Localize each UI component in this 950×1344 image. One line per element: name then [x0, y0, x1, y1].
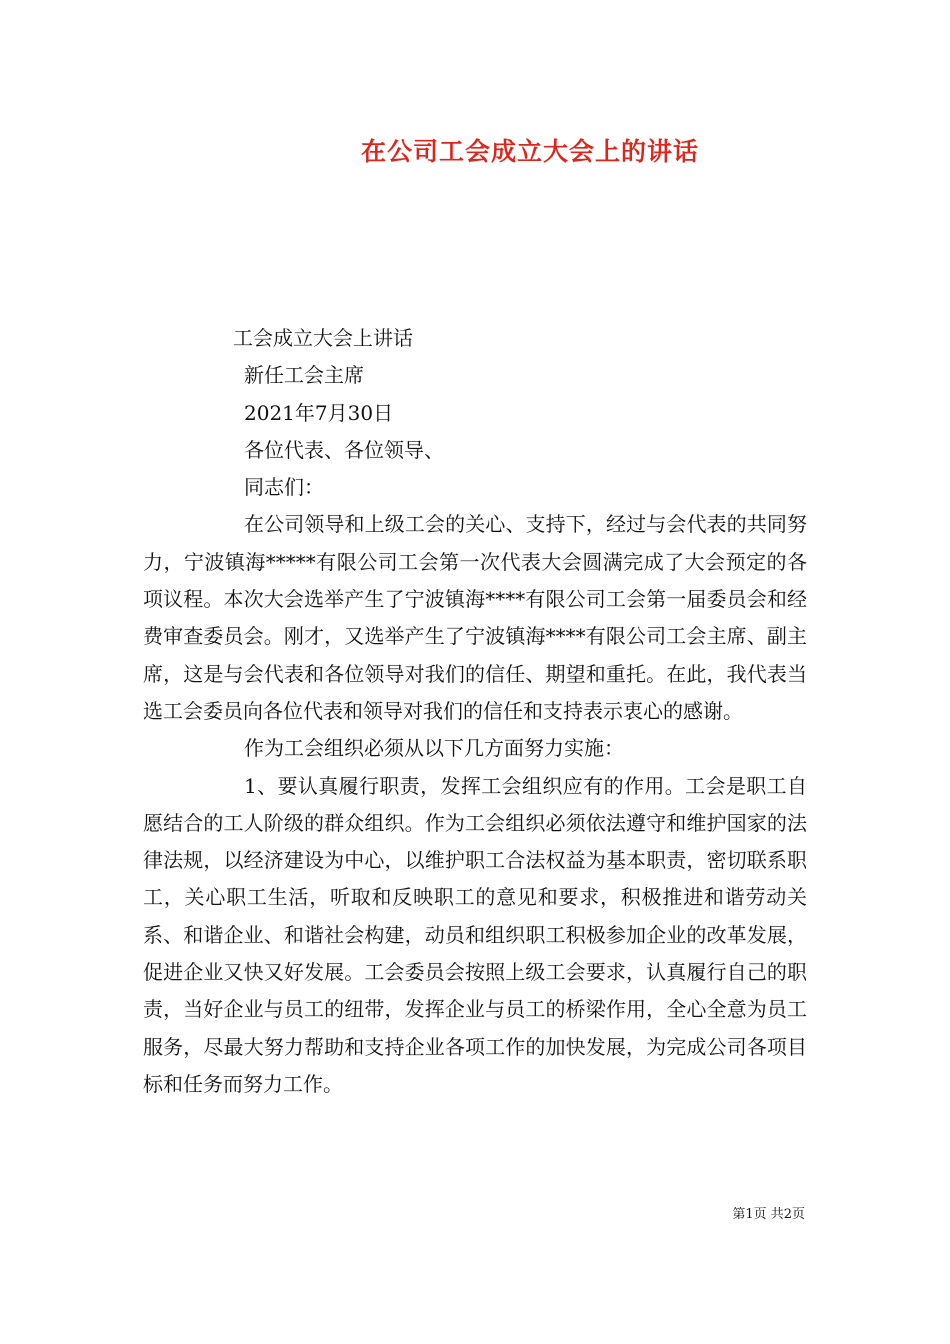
- document-title: 在公司工会成立大会上的讲话: [360, 137, 699, 166]
- paragraph-point-1: 1、要认真履行职责，发挥工会组织应有的作用。工会是职工自愿结合的工人阶级的群众组织。作为工会组织必须依法遵守和维护国家的法律法规，以经济建设为中心，以维护职工合法权益为基本职责，密切联系职工，关心职工生活，听取和反映职工的意见和要求，积极推进和谐劳动关系、和谐企业、和谐社会构建，动员和组织职工积极参加企业的改革发展，促进企业又快又好发展。工会委员会按照上级工会要求，认真履行自己的职责，当好企业与员工的纽带，发挥企业与员工的桥梁作用，全心全意为员工服务，尽最大努力帮助和支持企业各项工作的加快发展，为完成公司各项目标和任务而努力工作。: [143, 773, 807, 1096]
- page-number: 第1页 共2页: [732, 1207, 805, 1222]
- salutation-line-1: 各位代表、各位领导、: [244, 437, 444, 462]
- salutation-line-2: 同志们：: [244, 475, 324, 500]
- speaker-line: 新任工会主席: [244, 363, 364, 388]
- date-line: 2021年7月30日: [244, 400, 394, 425]
- document-body: [143, 320, 807, 1103]
- paragraph-lead: 作为工会组织必须从以下几方面努力实施：: [244, 736, 624, 761]
- paragraph-intro: 在公司领导和上级工会的关心、支持下，经过与会代表的共同努力，宁波镇海*****有限公司工会第一次代表大会圆满完成了大会预定的各项议程。本次大会选举产生了宁波镇海****有限公司工会第一届委员会和经费审查委员会。刚才，又选举产生了宁波镇海****有限公司工会主席、副主席，这是与会代表和各位领导对我们的信任、期望和重托。在此，我代表当选工会委员向各位代表和领导对我们的信任和支持表示衷心的感谢。: [143, 512, 807, 723]
- speech-subtitle: 工会成立大会上讲话: [233, 326, 413, 350]
